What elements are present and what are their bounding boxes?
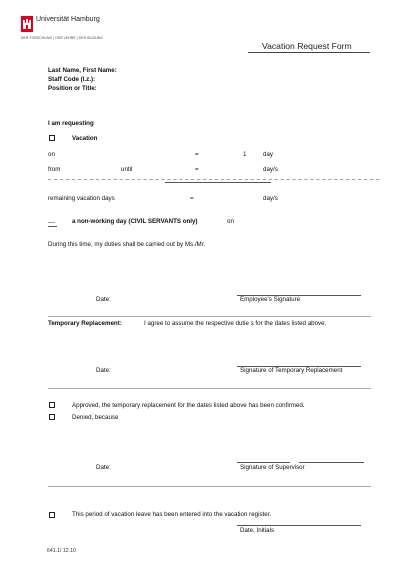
position-label: Position or Title: bbox=[48, 85, 97, 92]
denied-text: Denied, because bbox=[72, 414, 119, 421]
replacement-date-label: Date: bbox=[96, 367, 111, 374]
hamburg-castle-icon bbox=[21, 16, 33, 32]
employee-date-label: Date: bbox=[96, 296, 111, 303]
section-divider bbox=[48, 388, 371, 389]
until-label: until bbox=[121, 166, 133, 173]
section-divider bbox=[48, 316, 371, 317]
date-range-line bbox=[165, 182, 271, 183]
approved-text: Approved, the temporary replacement for the dates listed above has been confirmed. bbox=[72, 402, 305, 409]
name-label: Last Name, First Name: bbox=[48, 67, 117, 74]
equals-sign: = bbox=[190, 195, 194, 202]
from-label: from bbox=[48, 166, 61, 173]
requesting-heading: I am requesting bbox=[48, 120, 94, 127]
university-logo bbox=[21, 16, 33, 32]
non-working-day-on-label: on bbox=[227, 218, 234, 225]
university-motto: DER FORSCHUNG | DER LEHRE | DER BILDUNG bbox=[21, 36, 103, 40]
non-working-day-underline bbox=[48, 226, 57, 227]
on-label: on bbox=[48, 151, 55, 158]
vacation-checkbox[interactable] bbox=[49, 135, 55, 141]
form-code: 641.1/ 12.10 bbox=[47, 548, 76, 554]
replacement-statement: I agree to assume the respective dutie s for the dates listed above. bbox=[144, 320, 327, 327]
staff-code-label: Staff Code (I.z.): bbox=[48, 76, 96, 83]
form-title: Vacation Request Form bbox=[262, 41, 352, 51]
temporary-replacement-label: Temporary Replacement: bbox=[48, 320, 122, 327]
dash-separator: – – – – – – – – – – – – – – – – – – – – – – – – – – – – – – – – – – – – – – – – – – – – – – – – – – – – – – – – bbox=[48, 176, 380, 183]
register-checkbox[interactable] bbox=[49, 512, 55, 518]
one-day-value: 1 bbox=[243, 151, 247, 158]
register-text: This period of vacation leave has been entered into the vacation register. bbox=[72, 511, 272, 518]
section-divider bbox=[48, 486, 371, 487]
register-signature-line[interactable] bbox=[237, 525, 361, 526]
supervisor-signature-label: Signature of Supervisor bbox=[240, 464, 305, 471]
supervisor-signature-line-left[interactable] bbox=[237, 462, 290, 463]
non-working-day-label: a non-working day (CIVIL SERVANTS only) bbox=[72, 218, 198, 225]
duties-text: During this time, my duties shall be carried out by Ms./Mr. bbox=[48, 241, 206, 248]
non-working-day-marker[interactable]: __ bbox=[48, 216, 55, 223]
register-date-initials-label: Date, Initials bbox=[240, 527, 275, 534]
replacement-signature-label: Signature of Temporary Replacement bbox=[240, 367, 343, 374]
denied-checkbox[interactable] bbox=[49, 414, 55, 420]
university-name: Universität Hamburg bbox=[36, 16, 100, 23]
days-label: day/s bbox=[263, 166, 278, 173]
equals-sign: = bbox=[195, 151, 199, 158]
supervisor-date-label: Date: bbox=[96, 464, 111, 471]
equals-sign: = bbox=[195, 166, 199, 173]
supervisor-signature-line-right[interactable] bbox=[299, 462, 364, 463]
approved-checkbox[interactable] bbox=[49, 402, 55, 408]
day-label: day bbox=[263, 151, 273, 158]
vacation-label: Vacation bbox=[72, 135, 98, 142]
remaining-days-label: remaining vacation days bbox=[48, 195, 115, 202]
employee-signature-label: Employee’s Signature bbox=[240, 296, 301, 303]
title-rule bbox=[248, 52, 370, 53]
remaining-days-unit: day/s bbox=[263, 195, 278, 202]
